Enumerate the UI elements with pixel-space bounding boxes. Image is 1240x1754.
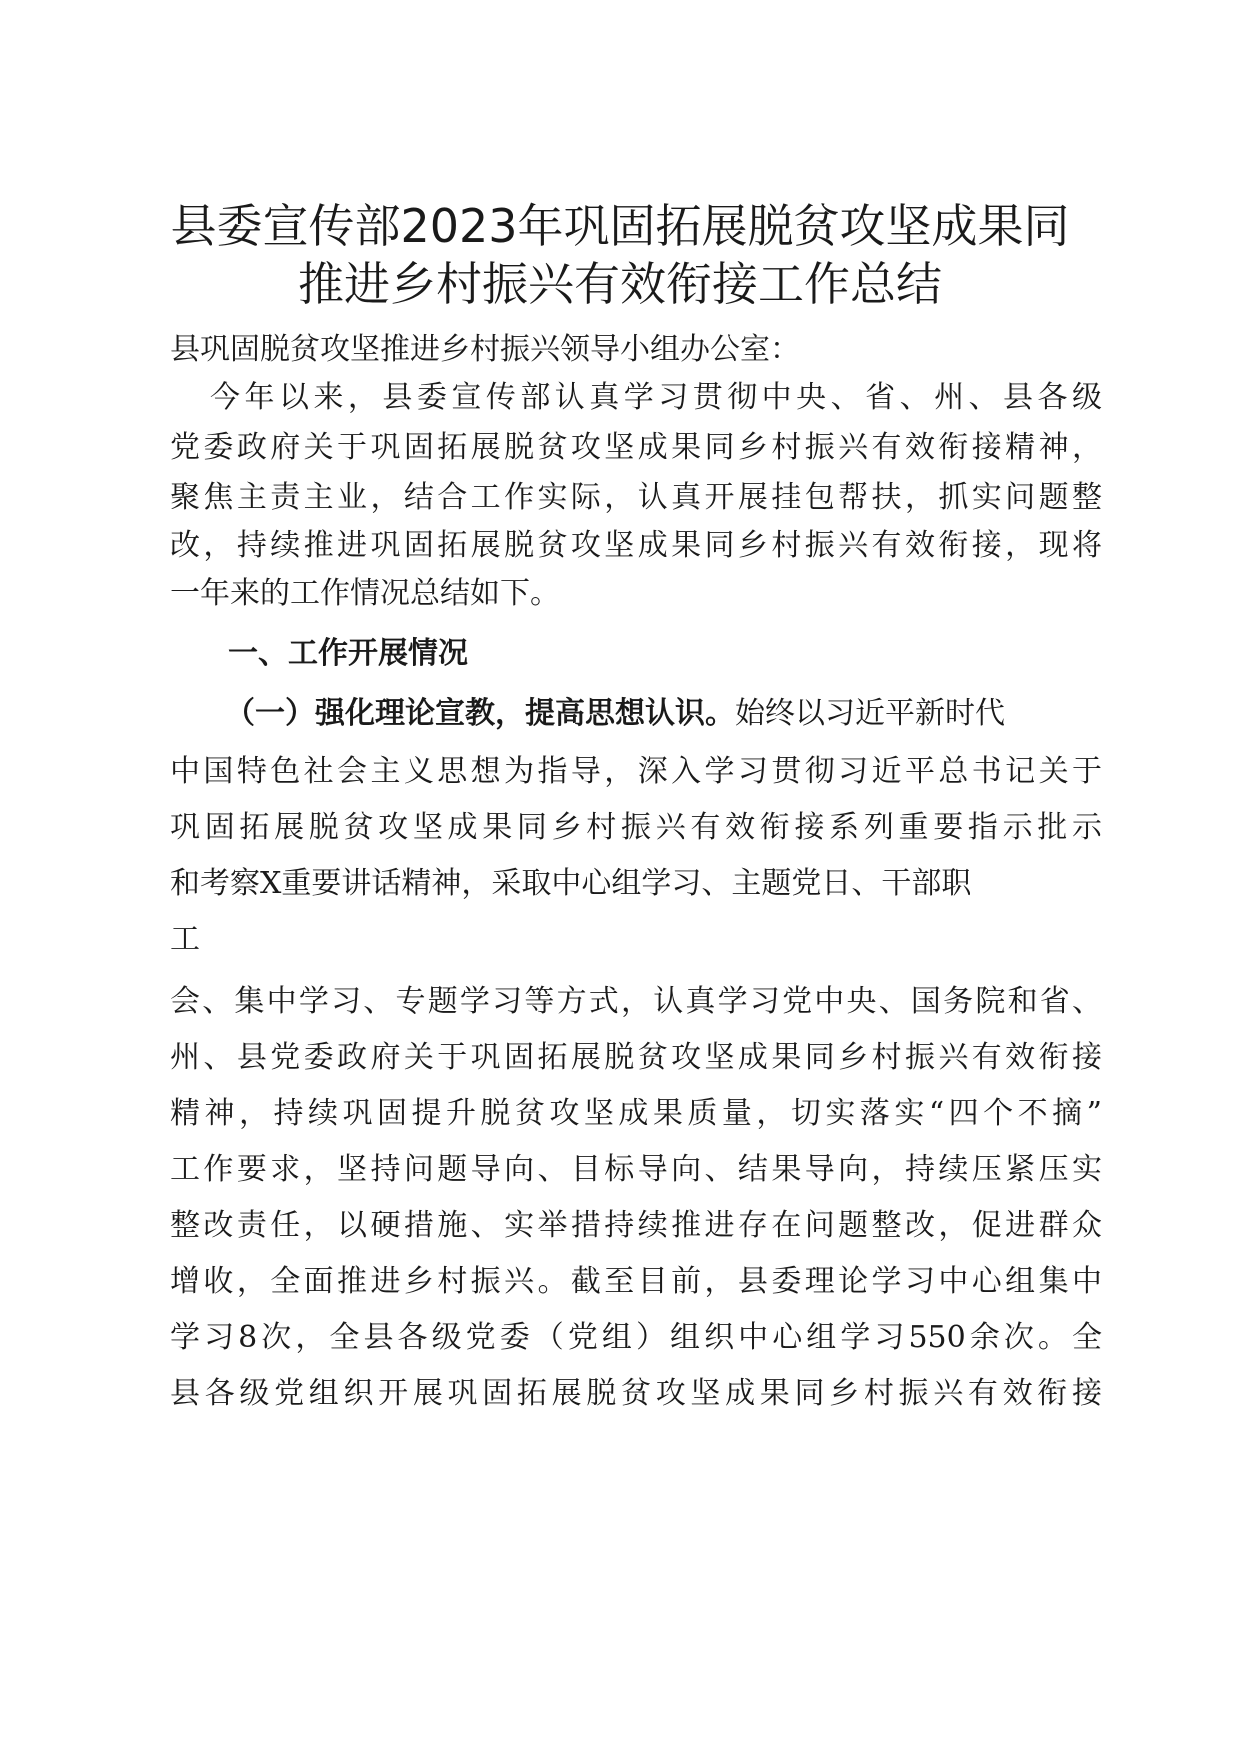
body-line-1: 中国特色社会主义思想为指导，深入学习贯彻习近平总书记关于 <box>170 754 1102 789</box>
body-line-3: 和考察X重要讲话精神，采取中心组学习、主题党日、干部职 <box>170 866 972 901</box>
body-line-6: 州、县党委政府关于巩固拓展脱贫攻坚成果同乡村振兴有效衔接 <box>170 1040 1102 1075</box>
intro-line-1: 今年以来，县委宣传部认真学习贯彻中央、省、州、县各级 <box>210 380 1102 415</box>
section-heading: 一、工作开展情况 <box>228 636 468 671</box>
body-line-4: 工 <box>170 922 200 957</box>
subsection-first-line-text: 始终以习近平新时代 <box>735 696 1005 731</box>
body-line-9: 整改责任，以硬措施、实举措持续推进存在问题整改，促进群众 <box>170 1208 1102 1243</box>
document-title-line-2: 推进乡村振兴有效衔接工作总结 <box>298 257 942 311</box>
body-line-8: 工作要求，坚持问题导向、目标导向、结果导向，持续压紧压实 <box>170 1152 1102 1187</box>
intro-line-3: 聚焦主责主业，结合工作实际，认真开展挂包帮扶，抓实问题整 <box>170 480 1102 515</box>
document-title-line-1: 县委宣传部2023年巩固拓展脱贫攻坚成果同 <box>170 199 1070 253</box>
subsection-first-line <box>225 694 1005 734</box>
intro-line-2: 党委政府关于巩固拓展脱贫攻坚成果同乡村振兴有效衔接精神， <box>170 430 1102 465</box>
body-line-12: 县各级党组织开展巩固拓展脱贫攻坚成果同乡村振兴有效衔接 <box>170 1376 1102 1411</box>
recipient-line: 县巩固脱贫攻坚推进乡村振兴领导小组办公室： <box>170 332 800 367</box>
body-line-5: 会、集中学习、专题学习等方式，认真学习党中央、国务院和省、 <box>170 984 1102 1019</box>
intro-line-5: 一年来的工作情况总结如下。 <box>170 576 560 611</box>
subsection-heading: （一）强化理论宣教，提高思想认识。 <box>225 696 735 731</box>
body-line-10: 增收，全面推进乡村振兴。截至目前，县委理论学习中心组集中 <box>170 1264 1102 1299</box>
intro-line-4: 改，持续推进巩固拓展脱贫攻坚成果同乡村振兴有效衔接，现将 <box>170 528 1102 563</box>
body-line-7: 精神，持续巩固提升脱贫攻坚成果质量，切实落实“四个不摘” <box>170 1096 1102 1131</box>
body-line-2: 巩固拓展脱贫攻坚成果同乡村振兴有效衔接系列重要指示批示 <box>170 810 1102 845</box>
body-line-11: 学习8次，全县各级党委（党组）组织中心组学习550余次。全 <box>170 1320 1102 1355</box>
